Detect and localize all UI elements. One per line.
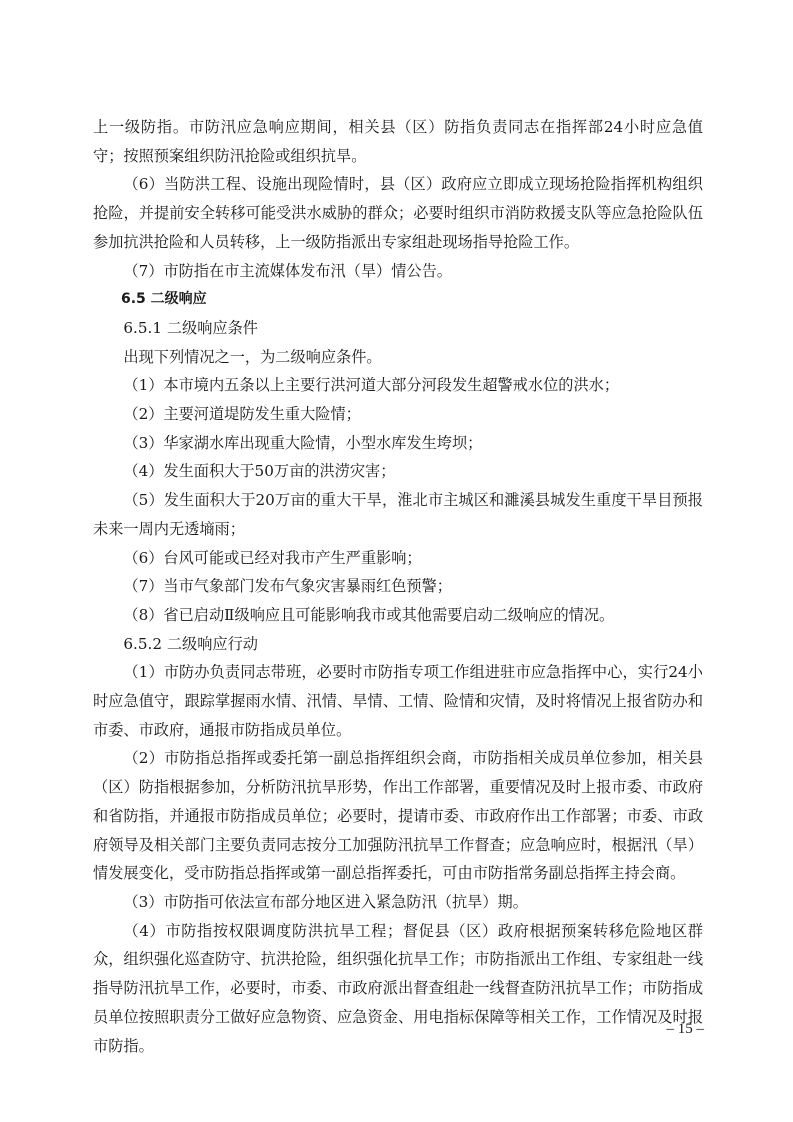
paragraph: 上一级防指。市防汛应急响应期间，相关县（区）防指负责同志在指挥部24小时应急值守；按照预案组织防汛抢险或组织抗旱。 <box>93 118 703 165</box>
list-item: （4）发生面积大于50万亩的洪涝灾害； <box>123 462 396 481</box>
document-body <box>93 113 703 1060</box>
list-item: （1）本市境内五条以上主要行洪河道大部分河段发生超警戒水位的洪水； <box>123 376 620 395</box>
list-item: （7）当市气象部门发布气象灾害暴雨红色预警； <box>123 577 452 596</box>
list-item: （6）台风可能或已经对我市产生严重影响； <box>123 548 422 567</box>
paragraph: 出现下列情况之一，为二级响应条件。 <box>123 347 382 366</box>
list-item: （1）市防办负责同志带班，必要时市防指专项工作组进驻市应急指挥中心，实行24小时应急值守，跟踪掌握雨水情、汛情、旱情、工情、险情和灾情，及时将情况上报省防办和市委、市政府，通报市防指成员单位。 <box>93 663 703 739</box>
list-item: （3）市防指可依法宣布部分地区进入紧急防汛（抗旱）期。 <box>123 892 528 911</box>
subsection-heading: 6.5.2 二级响应行动 <box>123 634 258 653</box>
list-item: （4）市防指按权限调度防洪抗旱工程；督促县（区）政府根据预案转移危险地区群众，组织强化巡查防守、抗洪抢险，组织强化抗旱工作；市防指派出工作组、专家组赴一线指导防汛抗旱工作，必要时，市委、市政府派出督查组赴一线督查防汛抗旱工作；市防指成员单位按照职责分工做好应急物资、应急资金、用电指标保障等相关工作，工作情况及时报市防指。 <box>93 921 703 1055</box>
list-item: （8）省已启动Ⅱ级响应且可能影响我市或其他需要启动二级响应的情况。 <box>123 605 615 624</box>
paragraph: （7）市防指在市主流媒体发布汛（旱）情公告。 <box>123 261 452 280</box>
list-item: （2）市防指总指挥或委托第一副总指挥组织会商，市防指相关成员单位参加，相关县（区）防指根据参加，分析防汛抗旱形势，作出工作部署，重要情况及时上报市委、市政府和省防指，并通报市防指成员单位；必要时，提请市委、市政府作出工作部署；市委、市政府领导及相关部门主要负责同志按分工加强防汛抗旱工作督查；应急响应时，根据汛（旱）情发展变化，受市防指总指挥或第一副总指挥委托，可由市防指常务副总指挥主持会商。 <box>93 749 703 883</box>
paragraph: （6）当防洪工程、设施出现险情时，县（区）政府应立即成立现场抢险指挥机构组织抢险，并提前安全转移可能受洪水威胁的群众；必要时组织市消防救援支队等应急抢险队伍参加抗洪抢险和人员转移，上一级防指派出专家组赴现场指导抢险工作。 <box>93 175 703 251</box>
page-number: – 15 – <box>666 1021 704 1037</box>
list-item: （2）主要河道堤防发生重大险情； <box>123 405 361 424</box>
section-heading: 6.5 二级响应 <box>121 291 207 308</box>
list-item: （3）华家湖水库出现重大险情，小型水库发生垮坝； <box>123 433 483 452</box>
subsection-heading: 6.5.1 二级响应条件 <box>123 318 258 337</box>
list-item: （5）发生面积大于20万亩的重大干旱，淮北市主城区和濉溪县城发生重度干旱目预报未来一周内无透墒雨； <box>93 491 703 538</box>
